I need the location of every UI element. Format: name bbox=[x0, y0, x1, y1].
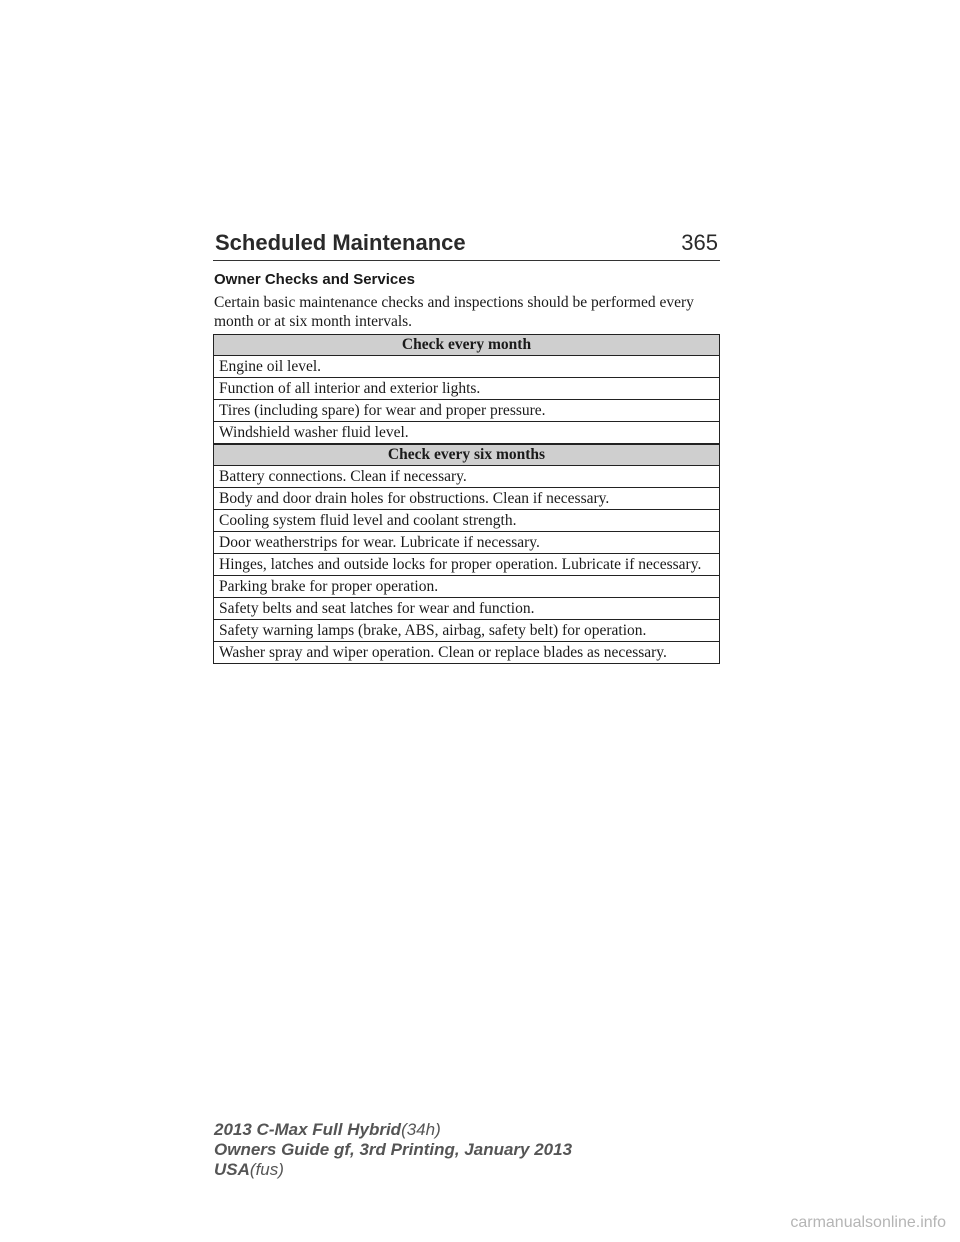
table-row bbox=[214, 422, 720, 444]
monthly-check-table bbox=[213, 334, 720, 444]
footer-line-market bbox=[214, 1160, 572, 1180]
table-cell: Battery connections. Clean if necessary. bbox=[214, 466, 720, 488]
table-cell: Hinges, latches and outside locks for proper operation. Lubricate if necessary. bbox=[214, 554, 720, 576]
document-footer bbox=[214, 1120, 572, 1180]
table-header-row bbox=[214, 335, 720, 356]
page-header bbox=[213, 228, 720, 261]
footer-model-code: (34h) bbox=[401, 1120, 441, 1139]
table-header-row bbox=[214, 445, 720, 466]
table-row bbox=[214, 576, 720, 598]
table-row bbox=[214, 620, 720, 642]
table-cell: Safety warning lamps (brake, ABS, airbag, safety belt) for operation. bbox=[214, 620, 720, 642]
table-header: Check every month bbox=[214, 335, 720, 356]
table-cell: Windshield washer fluid level. bbox=[214, 422, 720, 444]
table-row bbox=[214, 532, 720, 554]
table-cell: Cooling system fluid level and coolant strength. bbox=[214, 510, 720, 532]
footer-model: 2013 C-Max Full Hybrid bbox=[214, 1120, 402, 1139]
intro-paragraph: Certain basic maintenance checks and inspections should be performed every month or at six month intervals. bbox=[214, 294, 694, 330]
table-row bbox=[214, 488, 720, 510]
table-cell: Washer spray and wiper operation. Clean or replace blades as necessary. bbox=[214, 642, 720, 664]
page-number: 365 bbox=[681, 230, 718, 255]
table-row bbox=[214, 554, 720, 576]
chapter-title: Scheduled Maintenance bbox=[215, 230, 466, 255]
table-row bbox=[214, 510, 720, 532]
footer-printing: Owners Guide gf, 3rd Printing, January 2013 bbox=[214, 1140, 573, 1159]
table-row bbox=[214, 378, 720, 400]
table-row bbox=[214, 642, 720, 664]
table-cell: Body and door drain holes for obstructions. Clean if necessary. bbox=[214, 488, 720, 510]
table-row bbox=[214, 466, 720, 488]
table-cell: Engine oil level. bbox=[214, 356, 720, 378]
table-header: Check every six months bbox=[214, 445, 720, 466]
section-heading: Owner Checks and Services bbox=[214, 271, 415, 288]
table-row bbox=[214, 356, 720, 378]
footer-market-code: (fus) bbox=[249, 1160, 284, 1179]
table-cell: Safety belts and seat latches for wear and function. bbox=[214, 598, 720, 620]
table-cell: Function of all interior and exterior lights. bbox=[214, 378, 720, 400]
footer-market: USA bbox=[214, 1160, 250, 1179]
table-cell: Tires (including spare) for wear and proper pressure. bbox=[214, 400, 720, 422]
table-cell: Parking brake for proper operation. bbox=[214, 576, 720, 598]
table-row bbox=[214, 400, 720, 422]
watermark: carmanualsonline.info bbox=[790, 1214, 946, 1231]
footer-line-model bbox=[214, 1120, 572, 1140]
table-row bbox=[214, 598, 720, 620]
six-month-check-table bbox=[213, 444, 720, 664]
table-cell: Door weatherstrips for wear. Lubricate if necessary. bbox=[214, 532, 720, 554]
